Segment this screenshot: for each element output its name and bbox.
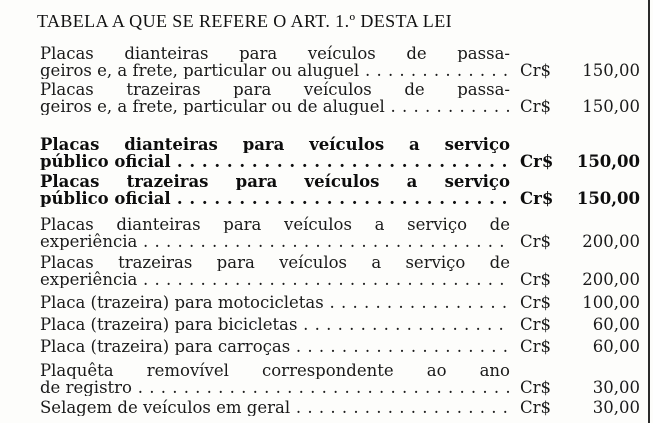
table-row [40, 254, 644, 288]
entry-text-line: público oficial . . . [40, 153, 510, 170]
entry-price: 30,00 [592, 398, 640, 417]
entry-currency: Cr$ [520, 293, 552, 312]
entry-price: 150,00 [576, 189, 640, 208]
table-row [40, 216, 644, 250]
table-row [40, 316, 644, 333]
table-row [40, 136, 644, 170]
entry-text-line: Placa (trazeira) para motocicletas . . . [40, 294, 510, 311]
entry-text-line: público oficial . . . [40, 190, 510, 207]
entry-currency: Cr$ [520, 315, 552, 334]
table-row [40, 399, 644, 416]
entry-text-line: Selagem de veículos em geral . . . [40, 399, 510, 416]
entry-price: 200,00 [582, 270, 640, 289]
entry-text-line: Placas trazeiras para veículos a serviço de [40, 254, 510, 271]
entry-price: 150,00 [582, 61, 640, 80]
entry-currency: Cr$ [520, 270, 552, 289]
entry-currency: Cr$ [520, 232, 552, 251]
entry-text-line: Placa (trazeira) para bicicletas . . . [40, 316, 510, 333]
entry-currency: Cr$ [520, 337, 552, 356]
table-row [40, 173, 644, 207]
table-title: TABELA A QUE SE REFERE O ART. 1.º DESTA LEI [37, 11, 452, 31]
entry-currency: Cr$ [520, 398, 552, 417]
entry-text-line: geiros e, a frete, particular ou de aluguel . . . [40, 98, 510, 115]
entry-text-line: geiros e, a frete, particular ou aluguel . . . [40, 62, 510, 79]
entry-text-line: de registro . . . [40, 379, 510, 396]
table-row [40, 294, 644, 311]
column-divider [648, 0, 650, 423]
entry-text-line: Placas trazeiras para veículos a serviço [40, 173, 510, 190]
entry-price: 60,00 [592, 337, 640, 356]
entry-currency: Cr$ [520, 97, 552, 116]
entry-text-line: experiência . . . [40, 271, 510, 288]
table-row [40, 362, 644, 396]
entry-currency: Cr$ [520, 189, 554, 208]
entry-price: 30,00 [592, 378, 640, 397]
entry-price: 200,00 [582, 232, 640, 251]
entry-price: 150,00 [582, 97, 640, 116]
entry-text-line: Placas dianteiras para veículos de passa- [40, 45, 510, 62]
entry-price: 150,00 [576, 152, 640, 171]
entry-currency: Cr$ [520, 61, 552, 80]
entry-text-line: experiência . . . [40, 233, 510, 250]
table-row [40, 45, 644, 79]
entry-text-line: Placas dianteiras para veículos a serviço de [40, 216, 510, 233]
entry-text-line: Placas dianteiras para veículos a serviço [40, 136, 510, 153]
entry-currency: Cr$ [520, 378, 552, 397]
table-row [40, 81, 644, 115]
entry-price: 60,00 [592, 315, 640, 334]
table-row [40, 338, 644, 355]
entry-text-line: Plaquêta removível correspondente ao ano [40, 362, 510, 379]
entry-currency: Cr$ [520, 152, 554, 171]
entry-text-line: Placas trazeiras para veículos de passa- [40, 81, 510, 98]
entry-text-line: Placa (trazeira) para carroças . . . [40, 338, 510, 355]
entry-price: 100,00 [582, 293, 640, 312]
